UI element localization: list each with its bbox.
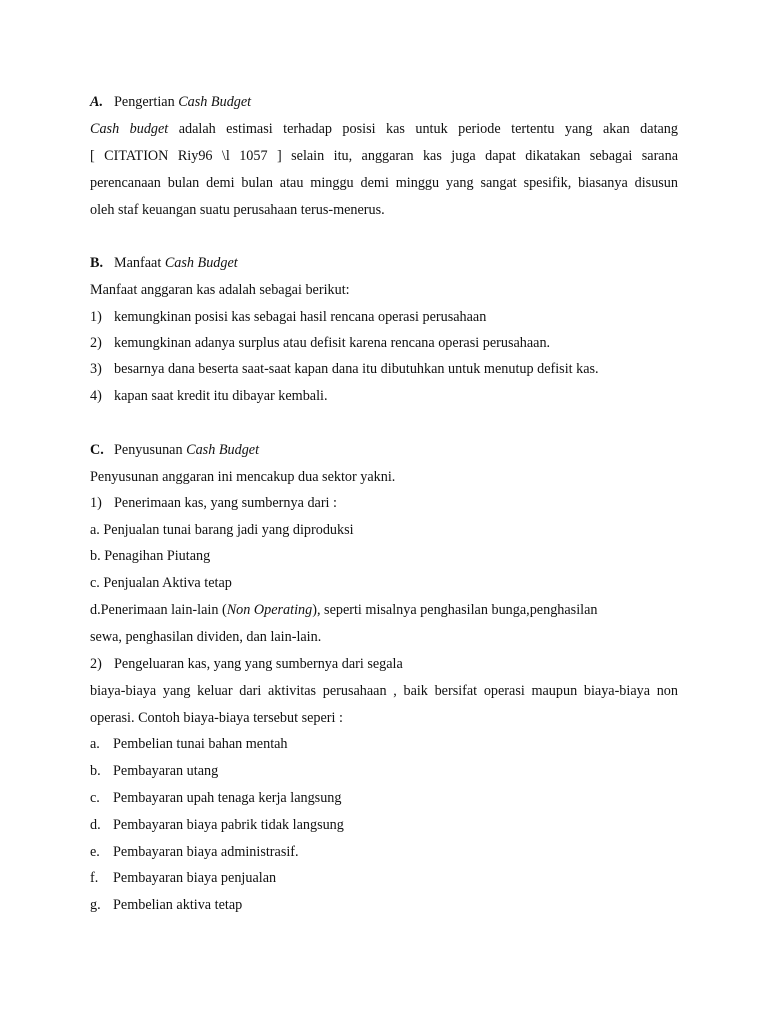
section-a-heading: A. Pengertian Cash Budget [90,94,252,110]
section-b-intro: Manfaat anggaran kas adalah sebagai berikut: [90,282,350,298]
list-item: f. Pembayaran biaya penjualan [90,870,277,886]
section-a-para-line-4: oleh staf keuangan suatu perusahaan terus-menerus. [90,202,385,218]
list-item: 4) kapan saat kredit itu dibayar kembali. [90,388,328,404]
list-item: c. Pembayaran upah tenaga kerja langsung [90,790,342,806]
list-item: 2) kemungkinan adanya surplus atau defisit karena rencana operasi perusahaan. [90,335,551,351]
receipts-heading: 1) Penerimaan kas, yang sumbernya dari : [90,495,337,511]
list-item: d. Pembayaran biaya pabrik tidak langsung [90,817,344,833]
expenses-heading: 2) Pengeluaran kas, yang yang sumbernya dari segala [90,656,403,672]
list-item: a. Penjualan tunai barang jadi yang diproduksi [90,522,354,538]
list-item: 3) besarnya dana beserta saat-saat kapan dana itu dibutuhkan untuk menutup defisit kas. [90,361,599,377]
section-a-para-line-3: perencanaan bulan demi bulan atau minggu demi minggu yang sangat spesifik, biasanya disusun [90,175,678,191]
section-b-heading: B. Manfaat Cash Budget [90,255,238,271]
list-item: c. Penjualan Aktiva tetap [90,575,232,591]
section-c-letter: C. [90,442,104,458]
list-item-continuation: sewa, penghasilan dividen, dan lain-lain. [90,629,322,645]
expenses-para-line-1: biaya-biaya yang keluar dari aktivitas perusahaan , baik bersifat operasi maupun biaya-biaya non [90,683,678,699]
list-item: a. Pembelian tunai bahan mentah [90,736,288,752]
list-item: g. Pembelian aktiva tetap [90,897,243,913]
section-b-letter: B. [90,255,104,271]
section-a-para-line-2: [ CITATION Riy96 \l 1057 ] selain itu, anggaran kas juga dapat dikatakan sebagai sarana [90,148,678,164]
section-c-heading: C. Penyusunan Cash Budget [90,442,260,458]
section-c-intro: Penyusunan anggaran ini mencakup dua sektor yakni. [90,469,396,485]
list-item: b. Penagihan Piutang [90,548,211,564]
list-item: e. Pembayaran biaya administrasif. [90,844,299,860]
list-item: 1) kemungkinan posisi kas sebagai hasil rencana operasi perusahaan [90,309,487,325]
list-item: b. Pembayaran utang [90,763,219,779]
list-item: d.Penerimaan lain-lain (Non Operating), seperti misalnya penghasilan bunga,penghasilan [90,602,598,618]
section-a-para-line-1: Cash budget adalah estimasi terhadap posisi kas untuk periode tertentu yang akan datang [90,121,678,137]
section-a-letter: A. [90,94,104,110]
expenses-para-line-2: operasi. Contoh biaya-biaya tersebut seperi : [90,710,343,726]
